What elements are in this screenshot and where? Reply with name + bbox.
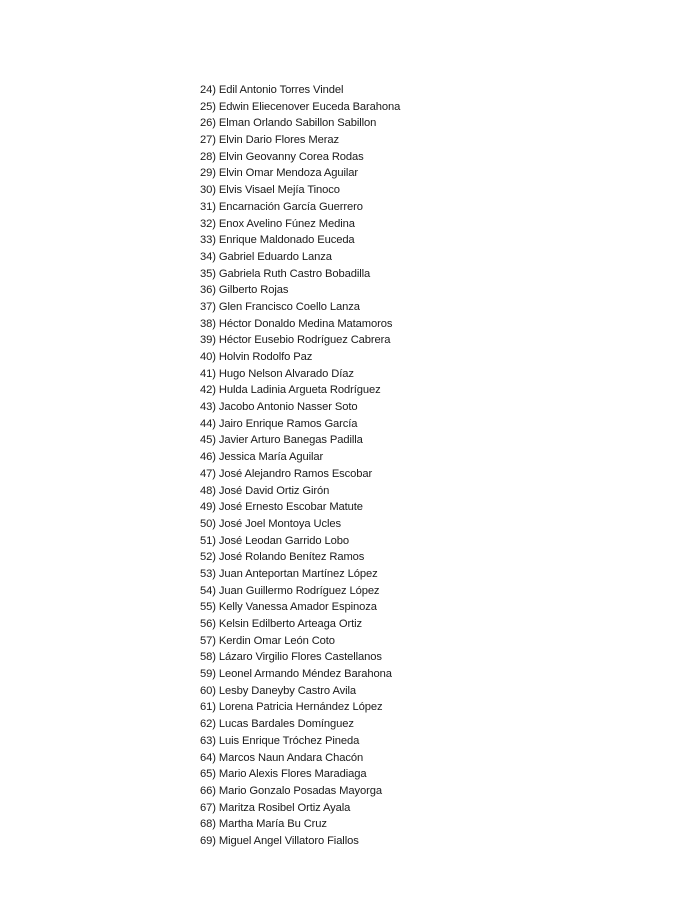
list-item: 52) José Rolando Benítez Ramos [200,551,365,564]
list-item: 36) Gilberto Rojas [200,284,289,297]
list-item: 62) Lucas Bardales Domínguez [200,718,354,731]
list-item: 48) José David Ortiz Girón [200,484,330,497]
list-item: 49) José Ernesto Escobar Matute [200,501,363,514]
list-item: 64) Marcos Naun Andara Chacón [200,751,364,764]
list-item: 35) Gabriela Ruth Castro Bobadilla [200,267,371,280]
list-item: 45) Javier Arturo Banegas Padilla [200,434,363,447]
list-item: 32) Enox Avelino Fúnez Medina [200,217,355,230]
list-item: 24) Edil Antonio Torres Vindel [200,84,344,96]
list-item: 28) Elvin Geovanny Corea Rodas [200,150,364,163]
list-item: 41) Hugo Nelson Alvarado Díaz [200,367,354,380]
list-item: 42) Hulda Ladinia Argueta Rodríguez [200,384,381,397]
list-item: 63) Luis Enrique Tróchez Pineda [200,734,360,747]
list-item: 31) Encarnación García Guerrero [200,200,363,213]
list-item: 61) Lorena Patricia Hernández López [200,701,383,714]
list-item: 33) Enrique Maldonado Euceda [200,234,355,247]
list-item: 59) Leonel Armando Méndez Barahona [200,668,392,681]
name-list [200,82,400,850]
list-item: 50) José Joel Montoya Ucles [200,517,341,530]
list-item: 38) Héctor Donaldo Medina Matamoros [200,317,393,330]
list-item: 53) Juan Anteportan Martínez López [200,567,378,580]
list-item: 26) Elman Orlando Sabillon Sabillon [200,117,377,130]
list-item: 27) Elvin Dario Flores Meraz [200,134,339,147]
list-item: 44) Jairo Enrique Ramos García [200,417,358,430]
list-item: 47) José Alejandro Ramos Escobar [200,467,373,480]
list-item: 39) Héctor Eusebio Rodríguez Cabrera [200,334,391,347]
list-item: 25) Edwin Eliecenover Euceda Barahona [200,100,401,113]
list-item: 69) Miguel Angel Villatoro Fiallos [200,834,359,847]
list-item: 46) Jessica María Aguilar [200,451,324,464]
list-item: 68) Martha María Bu Cruz [200,818,327,831]
list-item: 55) Kelly Vanessa Amador Espinoza [200,601,377,614]
list-item: 34) Gabriel Eduardo Lanza [200,250,332,263]
list-item: 43) Jacobo Antonio Nasser Soto [200,401,358,414]
list-item: 57) Kerdin Omar León Coto [200,634,335,647]
list-item: 51) José Leodan Garrido Lobo [200,534,349,547]
list-item: 37) Glen Francisco Coello Lanza [200,300,360,313]
list-item: 60) Lesby Daneyby Castro Avila [200,684,356,697]
list-item: 56) Kelsin Edilberto Arteaga Ortiz [200,618,363,630]
list-item: 54) Juan Guillermo Rodríguez López [200,584,380,597]
list-item: 30) Elvis Visael Mejía Tinoco [200,184,340,197]
list-item: 58) Lázaro Virgilio Flores Castellanos [200,651,382,664]
list-item: 65) Mario Alexis Flores Maradiaga [200,768,367,781]
list-item: 66) Mario Gonzalo Posadas Mayorga [200,784,383,797]
list-item: 67) Maritza Rosibel Ortiz Ayala [200,801,351,814]
list-item: 40) Holvin Rodolfo Paz [200,351,313,363]
list-item: 29) Elvin Omar Mendoza Aguilar [200,167,359,180]
